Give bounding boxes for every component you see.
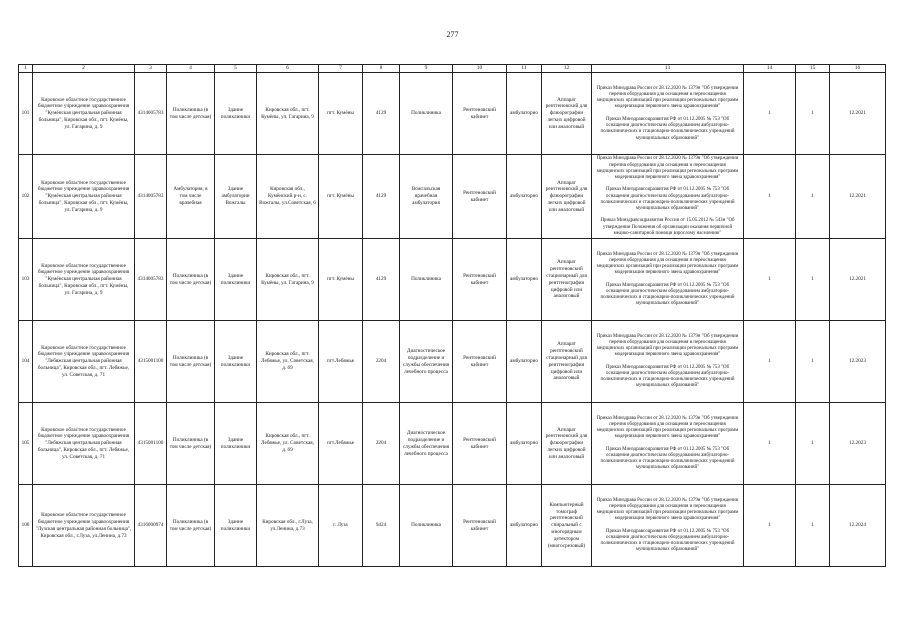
room-cell: Рентгеновский кабинет: [453, 403, 507, 485]
regulatory-document: Приказ Минздрава России от 28.12.2020 № 1379н "Об утверждении перечня оборудования для оснащения и переоснащения медицинских организаций при реализации региональных программ модернизации первичного звена здравоохранения": [596, 85, 739, 110]
population-cell: 4129: [363, 155, 400, 239]
regulatory-documents-cell: [592, 403, 744, 485]
room-cell: Рентгеновский кабинет: [453, 155, 507, 239]
settlement-cell: пгт.Лебяжье: [319, 321, 363, 403]
organization-cell: Кировское областное государственное бюджетное учреждение здравоохранения "Кумёнская центральная районная больница", Кировская обл., пгт. Кумёны, ул. Гагарина, д. 9: [33, 239, 135, 321]
population-cell: 2204: [363, 321, 400, 403]
table-row: [19, 155, 886, 239]
column-header: 2: [33, 65, 135, 73]
regulatory-document: Приказ Минздравсоцразвития РФ от 01.12.2005 № 753 "Об оснащении диагностическим оборудованием амбулаторно-поликлинических и стационарно-поликлинических учреждений муниципальных образований": [600, 446, 735, 471]
regulatory-document: Приказ Минздрава России от 28.12.2020 № 1379н "Об утверждении перечня оборудования для оснащения и переоснащения медицинских организаций при реализации региональных программ модернизации первичного звена здравоохранения": [596, 251, 739, 276]
row-number: 105: [19, 403, 33, 485]
regulatory-documents-cell: [592, 155, 744, 239]
regulatory-document: Приказ Минздравсоцразвития РФ от 01.12.2005 № 753 "Об оснащении диагностическим оборудованием амбулаторно-поликлинических и стационарно-поликлинических учреждений муниципальных образований": [600, 116, 735, 141]
equipment-cell: Аппарат рентгеновский для флюорографии легких цифровой или аналоговый: [542, 73, 592, 155]
column-header: 9: [400, 65, 453, 73]
care-type-cell: амбулаторно: [507, 485, 542, 567]
table-row: [19, 73, 886, 155]
care-type-cell: амбулаторно: [507, 239, 542, 321]
date-cell: 12.2021: [830, 239, 886, 321]
equipment-cell: Компьютерный томограф рентгеновский спиральный с многорядным детектором (многосрезовый): [542, 485, 592, 567]
regulatory-document: Приказ Минздравсоцразвития РФ от 01.12.2005 № 753 "Об оснащении диагностическим оборудованием амбулаторно-поликлинических и стационарно-поликлинических учреждений муниципальных образований": [600, 187, 735, 212]
table-row: [19, 239, 886, 321]
building-cell: Здание поликлиники: [215, 73, 257, 155]
inn-cell: 4315001100: [135, 403, 167, 485]
subdivision-cell: Поликлиника (в том числе детская): [167, 485, 215, 567]
regulatory-document: Приказ Минздрава России от 28.12.2020 № 1379н "Об утверждении перечня оборудования для оснащения и переоснащения медицинских организаций при реализации региональных программ модернизации первичного звена здравоохранения": [596, 333, 739, 358]
unit-cell: Поликлиника: [400, 73, 453, 155]
inn-cell: 4316000974: [135, 485, 167, 567]
regulatory-document: Приказ Минздравсоцразвития России от 15.05.2012 № 543н "Об утверждении Положения об организации оказания первичной медико-санитарной помощи взрослому населению": [600, 218, 735, 236]
population-cell: 4129: [363, 239, 400, 321]
quantity-cell: 1: [796, 73, 830, 155]
care-type-cell: амбулаторно: [507, 155, 542, 239]
room-cell: Рентгеновский кабинет: [453, 73, 507, 155]
quantity-cell: 1: [744, 485, 796, 567]
regulatory-documents-cell: [592, 321, 744, 403]
address-cell: Кировская обл., пгт. Кумёны, ул. Гагарина, 9: [257, 239, 319, 321]
inn-cell: 4315001100: [135, 321, 167, 403]
population-cell: 4129: [363, 73, 400, 155]
column-header: 16: [830, 65, 886, 73]
room-cell: Рентгеновский кабинет: [453, 485, 507, 567]
quantity-cell: 1: [796, 239, 830, 321]
organization-cell: Кировское областное государственное бюджетное учреждение здравоохранения "Кумёнская центральная районная больница", Кировская обл., пгт. Кумёны, ул. Гагарина, д. 9: [33, 155, 135, 239]
column-header: 11: [507, 65, 542, 73]
subdivision-cell: Поликлиника (в том числе детская): [167, 403, 215, 485]
settlement-cell: пгт.Лебяжье: [319, 403, 363, 485]
quantity-cell: 1: [744, 239, 796, 321]
address-cell: Кировская обл., пгт. Лебяжье, ул. Советская, д. 69: [257, 321, 319, 403]
care-type-cell: амбулаторно: [507, 321, 542, 403]
population-cell: 9424: [363, 485, 400, 567]
unit-cell: Поликлиника: [400, 485, 453, 567]
quantity-cell: 1: [796, 403, 830, 485]
equipment-cell: Аппарат рентгеновский стационарный для рентгенографии цифровой или аналоговый: [542, 239, 592, 321]
column-header: 4: [167, 65, 215, 73]
room-cell: Рентгеновский кабинет: [453, 321, 507, 403]
building-cell: Здание поликлиники: [215, 239, 257, 321]
column-header: 15: [796, 65, 830, 73]
equipment-register-table: [18, 64, 886, 567]
settlement-cell: пгт. Кумёны: [319, 73, 363, 155]
address-cell: Кировская обл., пгт. Лебяжье, ул. Советская, д. 69: [257, 403, 319, 485]
column-header: 1: [19, 65, 33, 73]
quantity-cell: 1: [796, 485, 830, 567]
regulatory-documents-cell: [592, 73, 744, 155]
row-number: 101: [19, 73, 33, 155]
unit-cell: Вожгальская врачебная амбулатория: [400, 155, 453, 239]
row-number: 102: [19, 155, 33, 239]
quantity-cell: 1: [744, 155, 796, 239]
building-cell: Здание амбулатории Вожгалы: [215, 155, 257, 239]
organization-cell: Кировское областное государственное бюджетное учреждение здравоохранения "Лузская центральная районная больница", Кировская обл., г.Луза, ул.Ленина, д.73: [33, 485, 135, 567]
subdivision-cell: Поликлиника (в том числе детская): [167, 239, 215, 321]
inn-cell: 4314005783: [135, 155, 167, 239]
population-cell: 2204: [363, 403, 400, 485]
column-header: 5: [215, 65, 257, 73]
page-number: 277: [446, 30, 459, 39]
column-header: 13: [592, 65, 744, 73]
settlement-cell: пгт. Кумёны: [319, 155, 363, 239]
row-number: 103: [19, 239, 33, 321]
regulatory-document: Приказ Минздравсоцразвития РФ от 01.12.2005 № 753 "Об оснащении диагностическим оборудованием амбулаторно-поликлинических и стационарно-поликлинических учреждений муниципальных образований": [600, 528, 735, 553]
building-cell: Здание поликлиники: [215, 321, 257, 403]
date-cell: 12.2021: [830, 73, 886, 155]
regulatory-document: Приказ Минздрава России от 28.12.2020 № 1379н "Об утверждении перечня оборудования для оснащения и переоснащения медицинских организаций при реализации региональных программ модернизации первичного звена здравоохранения": [596, 497, 739, 522]
regulatory-documents-cell: [592, 485, 744, 567]
quantity-cell: 1: [796, 155, 830, 239]
equipment-cell: Аппарат рентгеновский стационарный для рентгенографии цифровой или аналоговый: [542, 321, 592, 403]
regulatory-document: Приказ Минздравсоцразвития РФ от 01.12.2005 № 753 "Об оснащении диагностическим оборудованием амбулаторно-поликлинических и стационарно-поликлинических учреждений муниципальных образований": [600, 364, 735, 389]
column-header: 14: [744, 65, 796, 73]
unit-cell: Диагностическое подразделение и службы обеспечения лечебного процесса: [400, 403, 453, 485]
regulatory-documents-cell: [592, 239, 744, 321]
regulatory-document: Приказ Минздравсоцразвития РФ от 01.12.2005 № 753 "Об оснащении диагностическим оборудованием амбулаторно-поликлинических и стационарно-поликлинических учреждений муниципальных образований": [600, 282, 735, 307]
address-cell: Кировская обл., г.Луза, ул.Ленина, д.73: [257, 485, 319, 567]
address-cell: Кировская обл., пгт. Кумёны, ул. Гагарина, 9: [257, 73, 319, 155]
building-cell: Здание поликлиники: [215, 403, 257, 485]
date-cell: 12.2024: [830, 485, 886, 567]
table-row: [19, 403, 886, 485]
settlement-cell: пгт. Кумёны: [319, 239, 363, 321]
quantity-cell: 1: [744, 403, 796, 485]
column-header: 7: [319, 65, 363, 73]
column-header: 6: [257, 65, 319, 73]
column-number-row: [19, 65, 886, 73]
unit-cell: Диагностическое подразделение и службы обеспечения лечебного процесса: [400, 321, 453, 403]
settlement-cell: г. Луза: [319, 485, 363, 567]
equipment-cell: Аппарат рентгеновский для флюорографии легких цифровой или аналоговый: [542, 403, 592, 485]
care-type-cell: амбулаторно: [507, 403, 542, 485]
address-cell: Кировская обл., Кумёнский р-н, с. Вожгалы, ул.Советская, 6: [257, 155, 319, 239]
inn-cell: 4314005783: [135, 73, 167, 155]
unit-cell: Поликлиника: [400, 239, 453, 321]
regulatory-document: Приказ Минздрава России от 28.12.2020 № 1379н "Об утверждении перечня оборудования для оснащения и переоснащения медицинских организаций при реализации региональных программ модернизации первичного звена здравоохранения": [596, 415, 739, 440]
date-cell: 12.2023: [830, 321, 886, 403]
table-row: [19, 321, 886, 403]
subdivision-cell: Амбулатория, в том числе врачебная: [167, 155, 215, 239]
organization-cell: Кировское областное государственное бюджетное учреждение здравоохранения "Кумёнская центральная районная больница", Кировская обл., пгт. Кумёны, ул. Гагарина, д. 9: [33, 73, 135, 155]
equipment-cell: Аппарат рентгеновский для флюорографии легких цифровой или аналоговый: [542, 155, 592, 239]
register-body: [19, 73, 886, 567]
column-header: 3: [135, 65, 167, 73]
quantity-cell: 1: [796, 321, 830, 403]
regulatory-document: Приказ Минздрава России от 28.12.2020 № 1379н "Об утверждении перечня оборудования для оснащения и переоснащения медицинских организаций при реализации региональных программ модернизации первичного звена здравоохранения": [596, 156, 739, 181]
table-row: [19, 485, 886, 567]
date-cell: 12.2023: [830, 403, 886, 485]
inn-cell: 4314005783: [135, 239, 167, 321]
room-cell: Рентгеновский кабинет: [453, 239, 507, 321]
subdivision-cell: Поликлиника (в том числе детская): [167, 321, 215, 403]
column-header: 12: [542, 65, 592, 73]
organization-cell: Кировское областное государственное бюджетное учреждение здравоохранения "Лебяжская центральная районная больница", Кировская обл., пгт. Лебяжье, ул. Советская, д. 71: [33, 403, 135, 485]
row-number: 104: [19, 321, 33, 403]
column-header: 8: [363, 65, 400, 73]
row-number: 106: [19, 485, 33, 567]
quantity-cell: 1: [744, 321, 796, 403]
care-type-cell: амбулаторно: [507, 73, 542, 155]
quantity-cell: 1: [744, 73, 796, 155]
organization-cell: Кировское областное государственное бюджетное учреждение здравоохранения "Лебяжская центральная районная больница", Кировская обл., пгт. Лебяжье, ул. Советская, д. 71: [33, 321, 135, 403]
column-header: 10: [453, 65, 507, 73]
subdivision-cell: Поликлиника (в том числе детская): [167, 73, 215, 155]
date-cell: 12.2021: [830, 155, 886, 239]
building-cell: Здание поликлиники: [215, 485, 257, 567]
